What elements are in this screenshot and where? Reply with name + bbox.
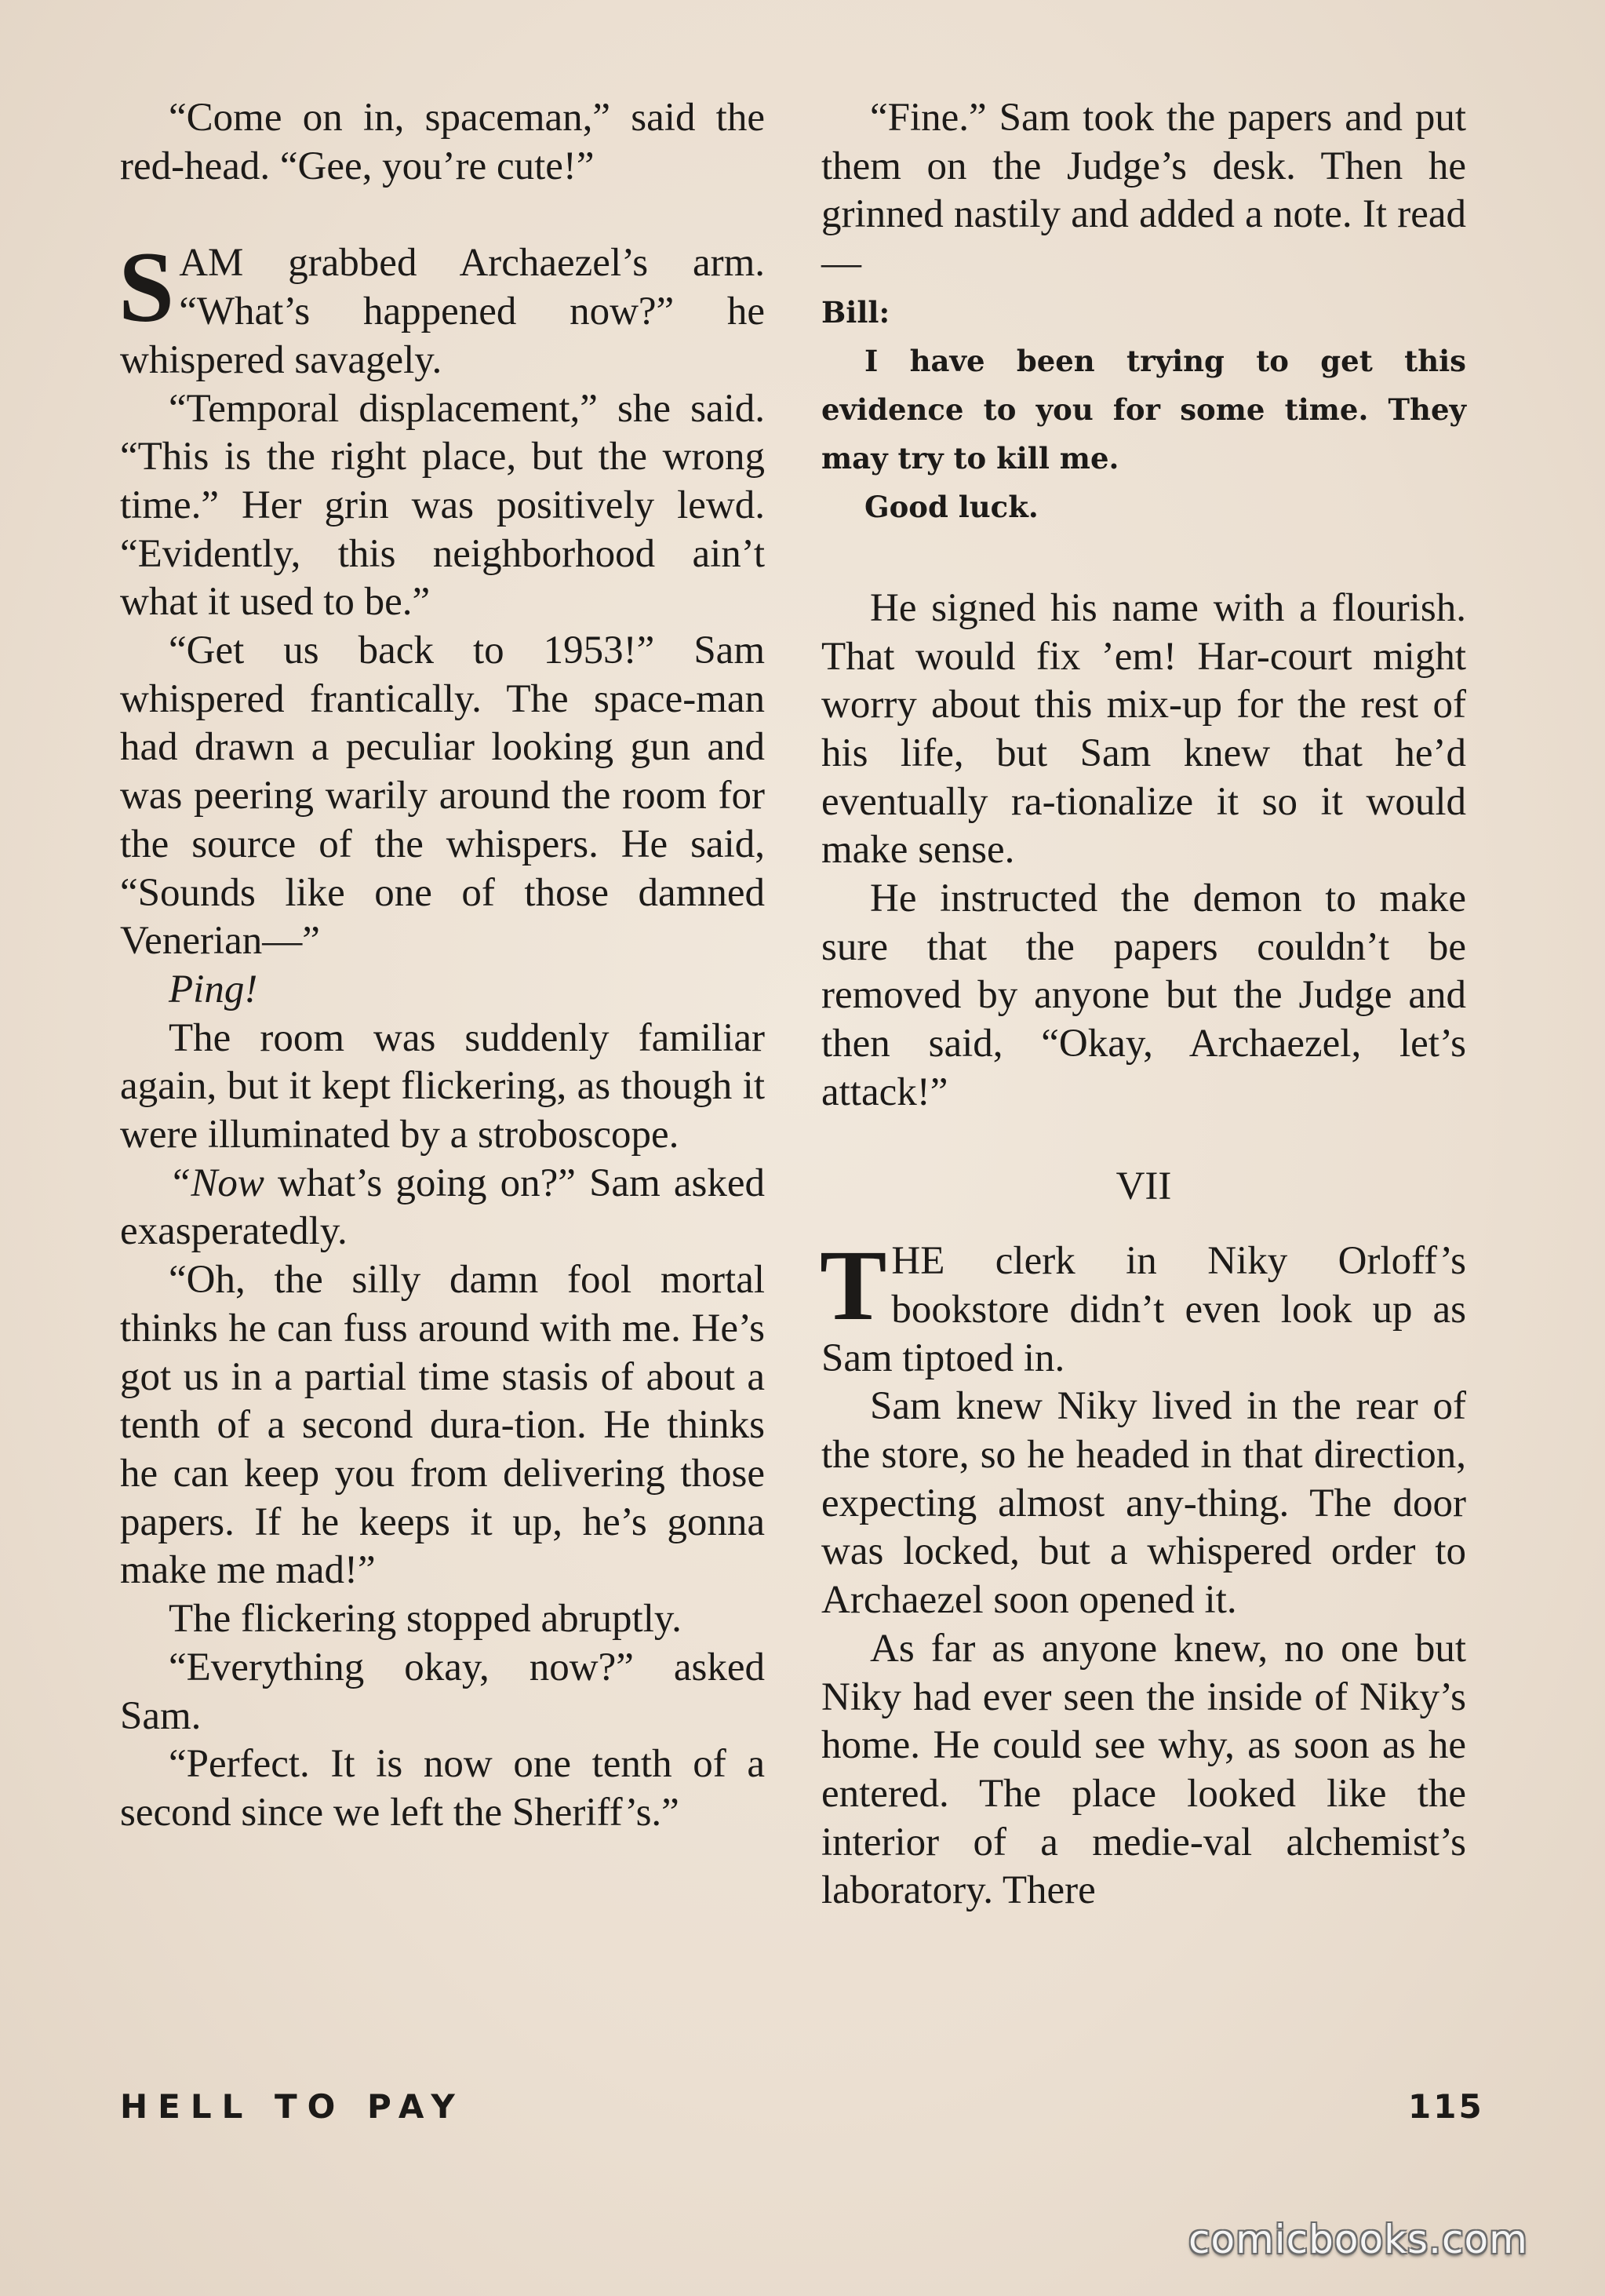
- paragraph: Ping!: [169, 967, 258, 1011]
- note-body: I have been trying to get this evidence to you for some time. They may try to kill me.: [821, 343, 1466, 476]
- paragraph-with-drop-cap: [820, 1230, 1466, 1383]
- paragraph: “Oh, the silly damn fool mortal thinks he can fuss around with me. He’s got us in a partial time stasis of about a tenth of a second dura-tion. He thinks he can keep you from delivering those papers. If he keeps it up, he’s gonna make me mad!”: [120, 1258, 765, 1593]
- paragraph: As far as anyone knew, no one but Niky had ever seen the inside of Niky’s home. He could see why, as soon as he entered. The place looked like the interior of a medie-val alchemist’s laboratory. There: [821, 1626, 1466, 1913]
- paragraph: “Get us back to 1953!” Sam whispered frantically. The space-man had drawn a peculiar looking gun and was peering warily around the room for the source of the whispers. He said, “Sounds like one of those damned Venerian—”: [120, 629, 765, 964]
- page-number: 115: [1408, 2087, 1484, 2126]
- handwritten-note: [821, 288, 1466, 531]
- paragraph: He signed his name with a flourish. That would fix ’em! Har-court might worry about this mix-up for the rest of his life, but Sam knew that he’d eventually ra-tionalize it so it would make sense.: [821, 585, 1466, 873]
- paragraph: Sam knew Niky lived in the rear of the store, so he headed in that direction, expecting almost any-thing. The door was locked, but a whispered order to Archaezel soon opened it.: [821, 1384, 1466, 1623]
- paragraph-with-drop-cap: [118, 231, 765, 384]
- paragraph: “Everything okay, now?” asked Sam.: [120, 1645, 765, 1738]
- left-text-column: [120, 94, 765, 1838]
- paragraph: The flickering stopped abruptly.: [169, 1597, 682, 1642]
- note-closing: Good luck.: [864, 489, 1039, 524]
- watermark: comicbooks.com: [1188, 2217, 1528, 2262]
- italic-text: “Now: [169, 1161, 264, 1205]
- paragraph: “Fine.” Sam took the papers and put them on the Judge’s desk. Then he grinned nastily and added a note. It read—: [821, 96, 1466, 286]
- paragraph-text: what’s going on?” Sam asked exasperatedly.: [120, 1161, 765, 1254]
- paragraph: [120, 1160, 765, 1256]
- note-salutation: Bill:: [821, 294, 890, 330]
- right-text-column: [821, 94, 1466, 1915]
- paragraph: He instructed the demon to make sure that the papers couldn’t be removed by anyone but the Judge and then said, “Okay, Archaezel, let’s attack!”: [821, 876, 1466, 1114]
- paragraph-text: HE clerk in Niky Orloff’s bookstore didn’t even look up as Sam tiptoed in.: [821, 1239, 1466, 1380]
- paragraph: “Come on in, spaceman,” said the red-head. “Gee, you’re cute!”: [120, 96, 765, 188]
- running-footer-title: HELL TO PAY: [120, 2087, 465, 2126]
- chapter-heading: VII: [1115, 1164, 1172, 1208]
- paragraph: “Temporal displacement,” she said. “This is the right place, but the wrong time.” Her grin was positively lewd. “Evidently, this neighborhood ain’t what it used to be.”: [120, 386, 765, 625]
- paragraph: “Perfect. It is now one tenth of a second since we left the Sheriff’s.”: [120, 1742, 765, 1835]
- drop-cap: S: [118, 231, 175, 344]
- paragraph: The room was suddenly familiar again, but it kept flickering, as though it were illuminated by a stroboscope.: [120, 1015, 765, 1157]
- drop-cap: T: [820, 1230, 887, 1342]
- paragraph-text: AM grabbed Archaezel’s arm. “What’s happened now?” he whispered savagely.: [120, 241, 765, 382]
